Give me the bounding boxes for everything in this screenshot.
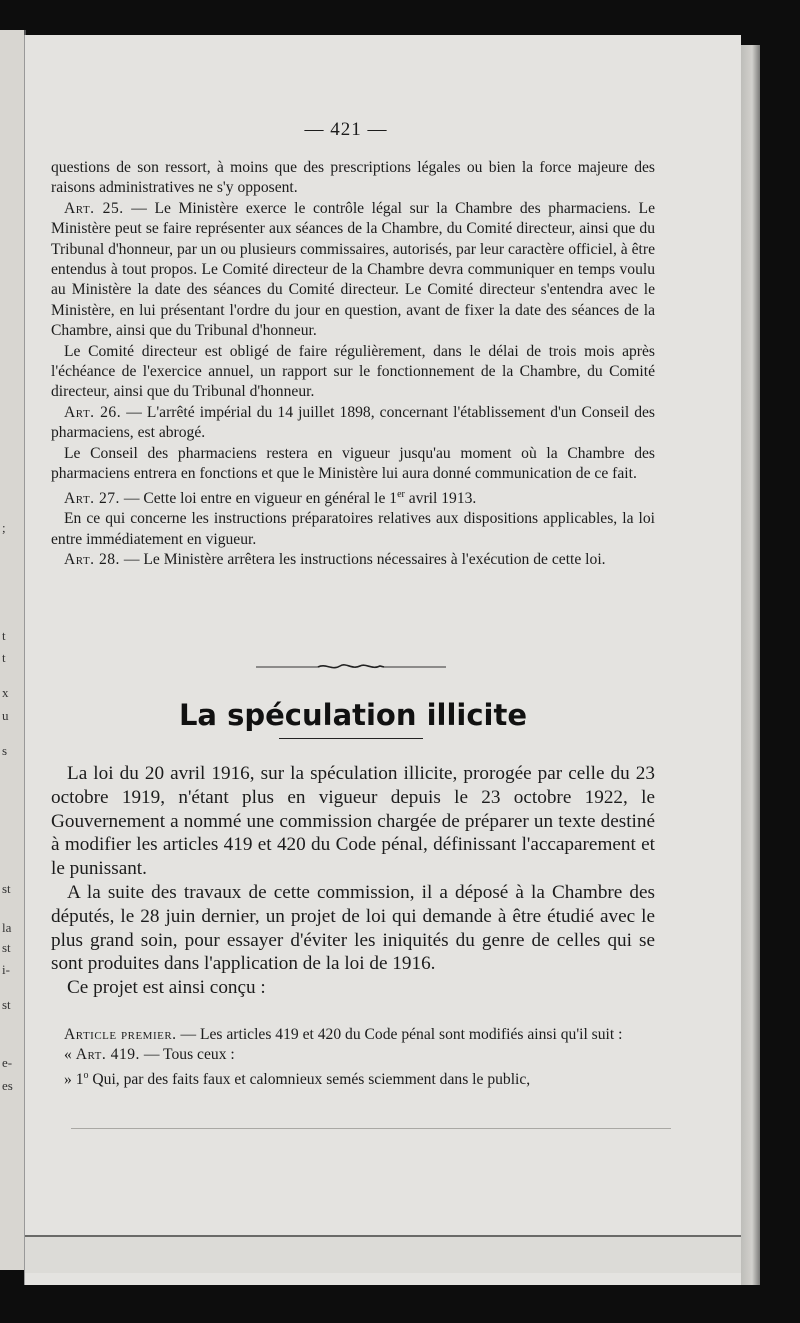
ornamental-divider: [256, 661, 446, 673]
section-paragraph: La loi du 20 avril 1916, sur la spéculation illicite, prorogée par celle du 23 octobre 1919, n'étant plus en vigueur depuis le 23 octobre 1922, le Gouvernement a nommé une commission chargée de préparer un texte destiné à modifier les articles 419 et 420 du Code pénal, définissant l'accaparement et le punissant.: [51, 763, 655, 880]
article-text-end: avril 1913.: [404, 489, 477, 507]
paragraph-continuation: questions de son ressort, à moins que des prescriptions légales ou bien la force majeure des raisons administratives ne s'y opposent.: [51, 159, 655, 197]
article-26: [51, 403, 655, 444]
article-label: Art. 25.: [64, 199, 124, 217]
page-bottom-edge: [25, 1235, 741, 1273]
article-label: Art. 28.: [64, 550, 120, 568]
margin-fragment: st: [2, 997, 11, 1012]
margin-fragment: st: [2, 881, 11, 896]
section-paragraph: A la suite des travaux de cette commission, il a déposé à la Chambre des députés, le 28 juin dernier, un projet de loi qui demande à être étudié avec le plus grand soin, pour essayer d'éviter les iniquités du genre de celles qui se sont produites dans l'application de la loi de 1916.: [51, 881, 655, 975]
item-text: Qui, par des faits faux et calomnieux semés sciemment dans le public,: [88, 1071, 531, 1088]
section-paragraph: Ce projet est ainsi conçu :: [67, 977, 266, 999]
article-text: — Cette loi entre en vigueur en général le 1: [119, 489, 398, 507]
margin-fragment: ;: [2, 520, 6, 535]
article-text: — L'arrêté impérial du 14 juillet 1898, concernant l'établissement d'un Conseil des pharmaciens, est abrogé.: [51, 403, 655, 442]
title-underline: [279, 738, 423, 739]
article-text: — Le Ministère arrêtera les instructions nécessaires à l'exécution de cette loi.: [119, 550, 606, 568]
page-number: — 421 —: [304, 119, 388, 140]
law-articles-block: [51, 158, 655, 570]
superscript: o: [83, 1069, 89, 1081]
paragraph-report: Le Comité directeur est obligé de faire régulièrement, dans le délai de trois mois après l'échéance de l'exercice annuel, un rapport sur le fonctionnement de la Chambre, du Comité directeur, ainsi que du Tribunal d'honneur.: [51, 342, 655, 401]
superscript: er: [397, 488, 405, 500]
margin-fragment: x: [2, 685, 9, 700]
section-body: [51, 762, 655, 1000]
book-page: [24, 35, 741, 1285]
bill-text-block: [51, 1025, 655, 1090]
article-label: Art. 27.: [64, 489, 120, 507]
margin-fragment: s: [2, 743, 8, 758]
article-27: [51, 485, 655, 510]
margin-fragment: st: [2, 940, 11, 955]
article-premier: [51, 1025, 655, 1045]
margin-fragment: i-: [2, 962, 10, 977]
article-text: — Les articles 419 et 420 du Code pénal sont modifiés ainsi qu'il suit :: [176, 1026, 623, 1043]
article-28: [51, 550, 655, 570]
facing-page-edge: [0, 30, 26, 1270]
article-text: — Le Ministère exerce le contrôle légal sur la Chambre des pharmaciens. Le Ministère peut se faire représenter aux séances de la Chambre, du Comité directeur, ainsi que du Tribunal d'honneur, par un ou plusieurs commissaires, autorisés, par leur caractère officiel, à être entendus à tout propos. Le Comité directeur de la Chambre devra communiquer en temps voulu au Ministère la date des séances du Comité directeur. Le Comité directeur s'entendra avec le Ministère, en lui présentant l'ordre du jour en question, avant de fixer la date des séances de la Chambre, ainsi que du Tribunal d'honneur.: [51, 199, 655, 340]
margin-fragment: t: [2, 650, 6, 665]
article-419-item-1: [51, 1066, 655, 1091]
section-title: La spéculation illicite: [178, 698, 528, 732]
margin-fragment: es: [2, 1078, 13, 1093]
article-label: Art. 419.: [75, 1046, 140, 1064]
quote-mark: «: [64, 1046, 76, 1064]
page-footer-line: [71, 1128, 671, 1129]
article-label: Art. 26.: [64, 403, 122, 421]
article-label: Article premier.: [64, 1026, 177, 1043]
article-419: [51, 1045, 655, 1065]
paragraph-conseil: Le Conseil des pharmaciens restera en vigueur jusqu'au moment où la Chambre des pharmaciens entrera en fonctions et que le Ministère lui aura donné communication de ce fait.: [51, 444, 655, 483]
paragraph-instructions: En ce qui concerne les instructions préparatoires relatives aux dispositions applicables, la loi entre immédiatement en vigueur.: [51, 510, 655, 548]
article-text: — Tous ceux :: [139, 1046, 235, 1064]
facing-page-fragments: [0, 30, 24, 1270]
margin-fragment: t: [2, 628, 6, 643]
margin-fragment: la: [2, 920, 12, 935]
margin-fragment: u: [2, 708, 9, 723]
article-25: [51, 199, 655, 342]
page-stack-edge: [740, 45, 760, 1285]
item-prefix: » 1: [64, 1071, 84, 1088]
margin-fragment: e-: [2, 1055, 13, 1070]
